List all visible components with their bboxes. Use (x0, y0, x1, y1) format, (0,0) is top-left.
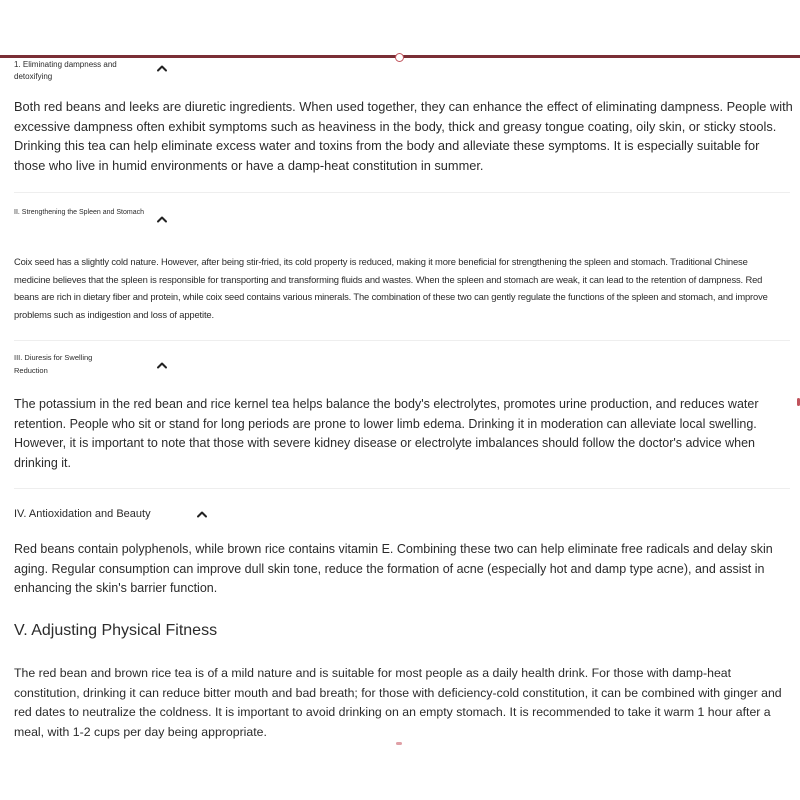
section-header[interactable] (14, 207, 794, 237)
section-heading: V. Adjusting Physical Fitness (14, 622, 218, 639)
section-body: The red bean and brown rice tea is of a mild nature and is suitable for most people as a daily health drink. For those with damp-heat constitution, drinking it can reduce bitter mouth and bad breath; for those with deficiency-cold constitution, it can be combined with ginger and red dates to neutralize the coldness. It is important to avoid drinking on an empty stomach. It is recommended to take it warm 1 hour after a meal, with 1-2 cups per day being appropriate. (14, 666, 782, 739)
divider (14, 192, 790, 193)
section-adjusting-fitness (14, 620, 794, 739)
section-antioxidation (14, 506, 794, 595)
section-header[interactable] (14, 352, 794, 382)
section-title: 1. Eliminating dampness and detoxifying (14, 60, 117, 81)
section-title: II. Strengthening the Spleen and Stomach (14, 209, 144, 216)
section-title: III. Diuresis for Swelling Reduction (14, 353, 93, 375)
section-eliminating-dampness (14, 59, 794, 173)
section-body: Both red beans and leeks are diuretic ingredients. When used together, they can enhance the effect of eliminating dampness. People with excessive dampness often exhibit symptoms such as heaviness in the body, thick and greasy tongue coating, oily skin, or sticky stools. Drinking this tea can help eliminate excess water and toxins from the body and alleviate these symptoms. It is especially suitable for those who live in humid environments or have a damp-heat constitution in summer. (14, 99, 793, 173)
bottom-marker (396, 742, 402, 745)
chevron-up-icon[interactable] (156, 64, 168, 72)
section-strengthening-spleen (14, 207, 794, 320)
section-header[interactable] (14, 59, 794, 89)
chevron-up-icon[interactable] (196, 510, 208, 518)
section-header[interactable] (14, 506, 794, 536)
section-diuresis (14, 352, 794, 470)
chevron-up-icon[interactable] (156, 361, 168, 369)
chevron-up-icon[interactable] (156, 215, 168, 223)
divider (14, 488, 790, 489)
section-body: Coix seed has a slightly cold nature. However, after being stir-fried, its cold property is reduced, making it more beneficial for strengthening the spleen and stomach. Traditional Chinese medicine believes that the spleen is responsible for transporting and transforming fluids and wastes. When the spleen and stomach are weak, it can lead to the retention of dampness. Red beans are rich in dietary fiber and protein, while coix seed contains various minerals. The combination of these two can gently regulate the functions of the spleen and stomach, and improve problems such as indigestion and loss of appetite. (14, 256, 768, 320)
section-body: Red beans contain polyphenols, while brown rice contains vitamin E. Combining these two can help eliminate free radicals and delay skin aging. Regular consumption can improve dull skin tone, reduce the formation of acne (especially hot and damp type acne), and assist in enhancing the skin's barrier function. (14, 542, 773, 595)
divider (14, 340, 790, 341)
section-header (14, 620, 794, 650)
section-body: The potassium in the red bean and rice kernel tea helps balance the body's electrolytes, promotes urine production, and reduces water retention. People who sit or stand for long periods are prone to lower limb edema. Drinking it in moderation can alleviate local swelling. However, it is important to note that those with severe kidney disease or electrolyte imbalances should follow the doctor's advice when drinking it. (14, 397, 759, 470)
section-title: IV. Antioxidation and Beauty (14, 508, 151, 520)
